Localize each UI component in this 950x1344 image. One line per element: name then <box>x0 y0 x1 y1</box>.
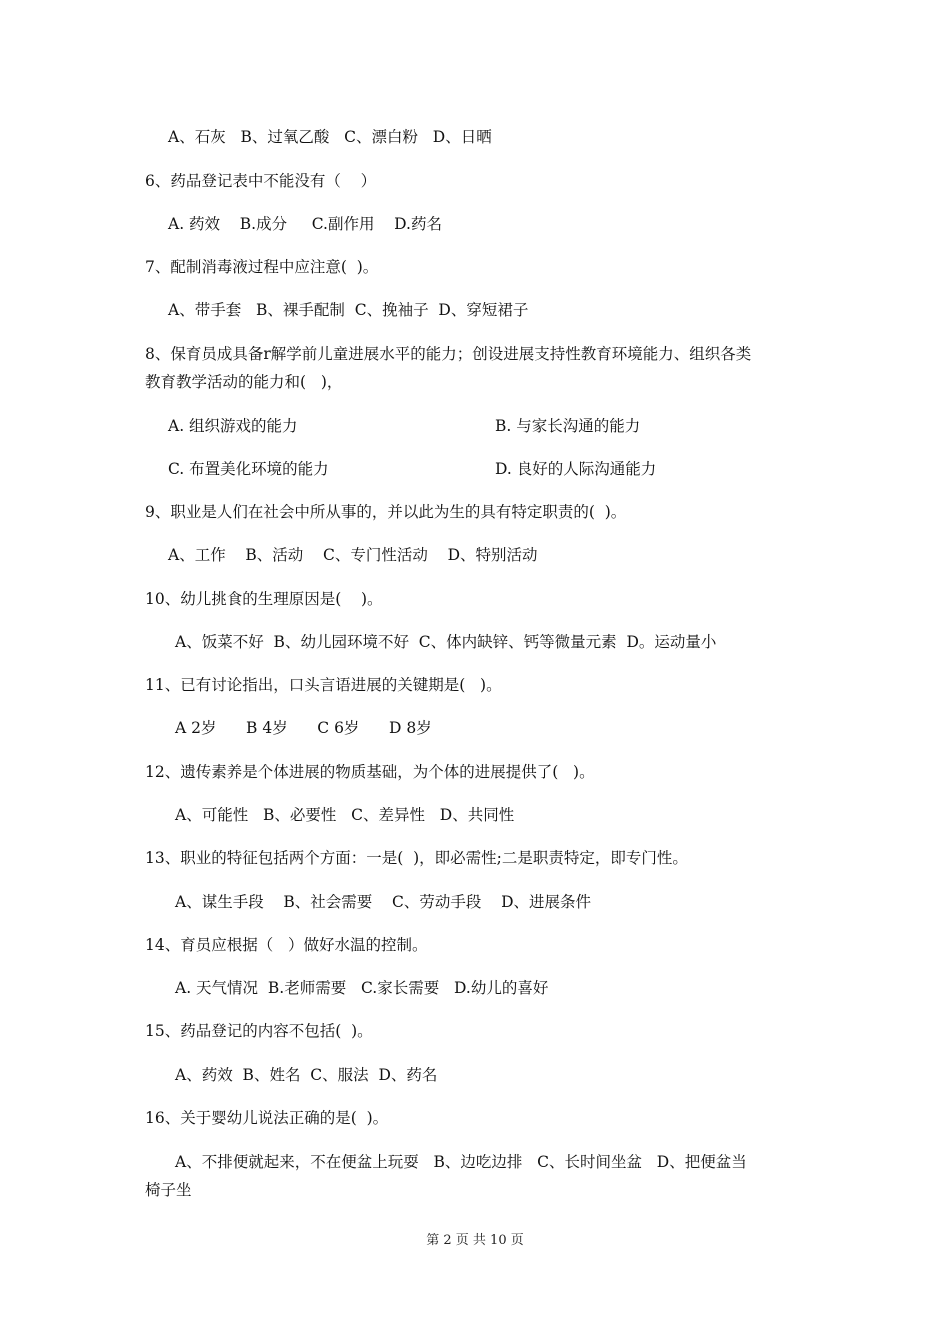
q6-options: A. 药效 B.成分 C.副作用 D.药名 <box>168 215 442 233</box>
q10-question: 10、幼儿挑食的生理原因是( )。 <box>145 590 383 608</box>
q6-question: 6、药品登记表中不能没有（ ） <box>145 172 377 190</box>
q7-options: A、带手套 B、裸手配制 C、挽袖子 D、穿短裙子 <box>168 301 529 319</box>
q10-options: A、饭菜不好 B、幼儿园环境不好 C、体内缺锌、钙等微量元素 D。运动量小 <box>175 633 717 651</box>
q11-options: A 2岁 B 4岁 C 6岁 D 8岁 <box>175 719 432 737</box>
q14-options: A. 天气情况 B.老师需要 C.家长需要 D.幼儿的喜好 <box>175 979 549 997</box>
q8-question-line1: 8、保育员成具备r解学前儿童进展水平的能力；创设进展支持性教育环境能力、组织各类 <box>145 345 752 363</box>
q12-options: A、可能性 B、必要性 C、差异性 D、共同性 <box>175 806 515 824</box>
q5-options: A、石灰 B、过氧乙酸 C、漂白粉 D、日晒 <box>168 128 492 146</box>
q8-option-c: C. 布置美化环境的能力 <box>168 460 329 478</box>
q9-question: 9、职业是人们在社会中所从事的，并以此为生的具有特定职责的( )。 <box>145 503 627 521</box>
q8-option-a: A. 组织游戏的能力 <box>168 417 298 435</box>
q13-question: 13、职业的特征包括两个方面：一是( )，即必需性;二是职责特定，即专门性。 <box>145 849 688 867</box>
q16-options-line2: 椅子坐 <box>145 1181 192 1199</box>
q12-question: 12、遗传素养是个体进展的物质基础，为个体的进展提供了( )。 <box>145 763 595 781</box>
page-footer: 第 2 页 共 10 页 <box>426 1233 524 1248</box>
q9-options: A、工作 B、活动 C、专门性活动 D、特别活动 <box>168 546 538 564</box>
q16-question: 16、关于婴幼儿说法正确的是( )。 <box>145 1109 389 1127</box>
q8-question-line2: 教育教学活动的能力和( )， <box>145 373 343 391</box>
q8-option-d: D. 良好的人际沟通能力 <box>495 460 657 478</box>
q14-question: 14、育员应根据（ ）做好水温的控制。 <box>145 936 428 954</box>
q8-option-b: B. 与家长沟通的能力 <box>495 417 641 435</box>
q15-options: A、药效 B、姓名 C、服法 D、药名 <box>175 1066 438 1084</box>
q13-options: A、谋生手段 B、社会需要 C、劳动手段 D、进展条件 <box>175 893 591 911</box>
q7-question: 7、配制消毒液过程中应注意( )。 <box>145 258 379 276</box>
q15-question: 15、药品登记的内容不包括( )。 <box>145 1022 373 1040</box>
q16-options-line1: A、不排便就起来，不在便盆上玩耍 B、边吃边排 C、长时间坐盆 D、把便盆当 <box>175 1153 747 1171</box>
q11-question: 11、已有讨论指出，口头言语进展的关键期是( )。 <box>145 676 502 694</box>
